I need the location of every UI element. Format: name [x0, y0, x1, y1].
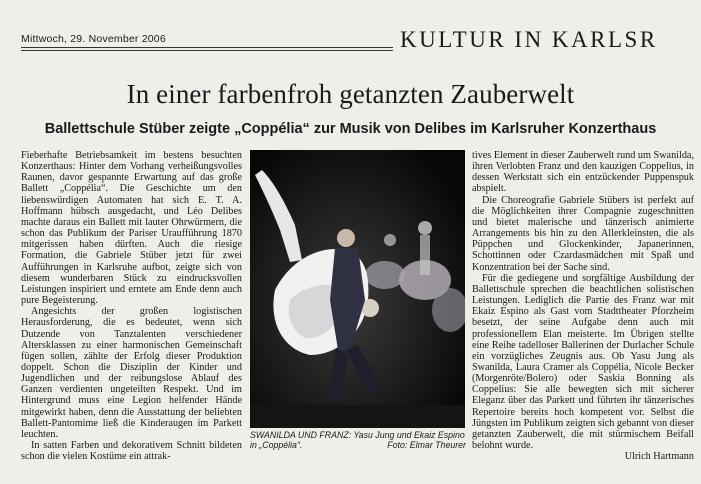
section-title: KULTUR IN KARLSR — [400, 27, 658, 52]
article-column-3 — [472, 150, 694, 482]
paragraph: In satten Farben und dekorativem Schnitt bildeten schon die vielen Kostüme ein attrak- — [21, 440, 242, 463]
paragraph: tives Element in dieser Zauberwelt rund um Swanilda, ihren Verlobten Franz und den kauzigen Coppelius, in dessen Werkstatt sich ein entzückender Puppenspuk abspielt. — [472, 150, 694, 195]
header-rule — [21, 50, 393, 51]
author-byline: Ulrich Hartmann — [624, 451, 694, 463]
header-rule — [21, 47, 393, 48]
paragraph: Fieberhafte Betriebsamkeit im bestens besuchten Konzerthaus: Hinter dem Vorhang verheißungsvolles Raunen, davor gespannte Erwartung auf das große Ballett „Coppélia“. Die Geschichte um den liebenswürdigen Automaten hat sich E. T. A. Hoffmann hübsch ausgedacht, und Léo Delibes machte daraus ein Ballett mit lauter Ohrwürmern, die schon das Publikum der Pariser Uraufführung 1870 mitgerissen haben dürften. Auch die riesige Formation, die Gabriele Stüber jetzt für zwei Aufführungen in Karlsruhe aufbot, zeigte sich von diesem wunderbaren Stück zu eindrucksvollen Leistungen inspiriert und erntete am Ende denn auch pure Begeisterung. — [21, 150, 242, 307]
ballet-photo — [250, 150, 465, 428]
paragraph: Die Choreografie Gabriele Stübers ist perfekt auf die Möglichkeiten ihrer Compagnie zugeschnitten und bietet malerische und tänzerisch animierte Arrangements bis hin zu den Allerkleinsten, die als Püppchen und Glockenkinder, Japanerinnen, Schottinnen oder Czardasmädchen mit Spaß und Konzentration bei der Sache sind. — [472, 194, 694, 273]
paragraph: Für die gediegene und sorgfältige Ausbildung der Ballettschule sprechen die beachtlichen solistischen Leistungen. Lediglich die Partie des Franz war mit Ekaiz Espino als Gast vom Stadttheater Pforzheim besetzt, der seine Aufgabe denn auch mit professionellem Elan meisterte. Im Übrigen stellte eine Reihe tadelloser Ballerinen der Durlacher Schule ein vorzügliches Zeugnis aus. Ob Yasu Jung als Swanilda, Laura Cramer als Coppélia, Nicole Becker (Morgenröte/Bolero) oder Saskia Bonning als Coppelius: Sie alle bewegten sich mit sicherer Eleganz über das Parkett und führten ihr tänzerisches Repertoire bereits hoch kompetent vor. Selbst die Jüngsten im Publikum zeigten sich gebannt von dieser getanzten Zauberwelt, die mit stürmischem Beifall belohnt wurde. — [472, 272, 694, 452]
photo-credit: Foto: Elmar Theurer — [387, 440, 466, 450]
article-column-1 — [21, 150, 242, 482]
headline: In einer farbenfroh getanzten Zauberwelt — [126, 79, 575, 109]
issue-date: Mittwoch, 29. November 2006 — [21, 33, 166, 45]
photo-caption — [250, 430, 470, 450]
subheadline: Ballettschule Stüber zeigte „Coppélia“ zur Musik von Delibes im Karlsruher Konzerthaus — [44, 121, 657, 137]
caption-text: SWANILDA UND FRANZ: Yasu Jung und Ekaiz Espino in „Coppélia“. — [250, 430, 465, 450]
paragraph: Angesichts der großen logistischen Herausforderung, die es bedeutet, wenn sich Dutzende von Tanztalenten verschiedener Altersklassen zu einer harmonischen Gemeinschaft fügen sollen, zählte der Erfolg dieser Produktion doppelt. Schon die Disziplin der Kinder und Jugendlichen und der reibungslose Ablauf des Ganzen verdienten ungeteilten Respekt. Und im Hintergrund muss eine Legion helfender Hände mitgewirkt haben, denn die Ausstattung der beliebten Ballett-Pantomime ließ die Kinderaugen im Parkett leuchten. — [21, 306, 242, 440]
ballet-dancers-image — [250, 150, 465, 428]
